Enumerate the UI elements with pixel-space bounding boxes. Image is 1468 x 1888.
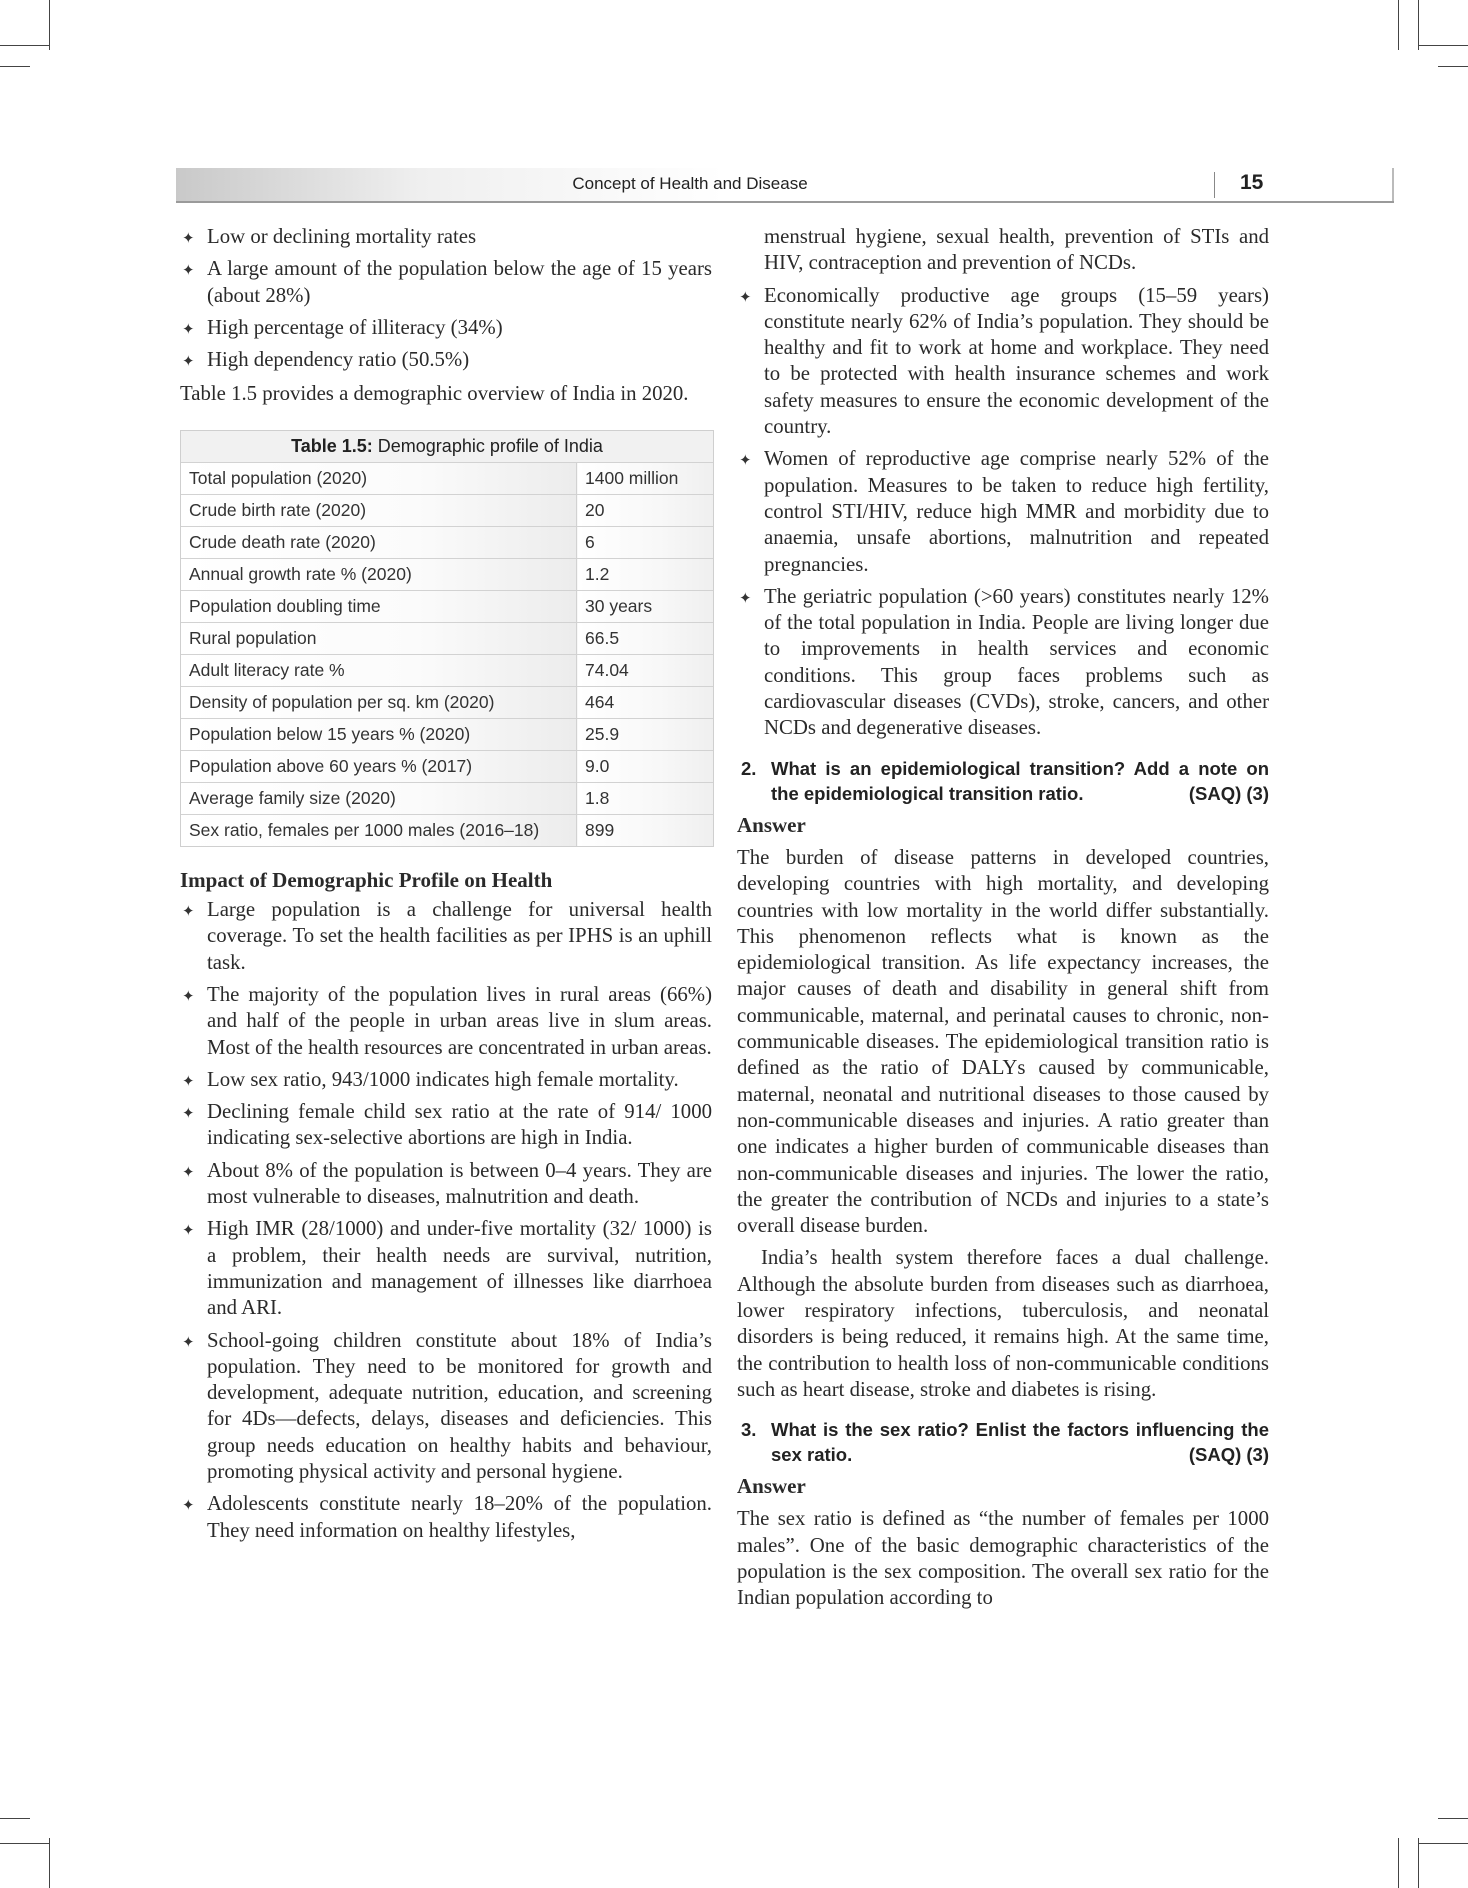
left-column: [180, 224, 712, 1550]
list-item-text: High IMR (28/1000) and under-five mortality (32/ 1000) is a problem, their health needs are survival, nutrition, immunization and management of illnesses like diarrhoea and ARI.: [207, 1217, 712, 1320]
bullet-star-icon: ✦: [182, 261, 195, 280]
list-item-text: The majority of the population lives in rural areas (66%) and half of the people in urban areas live in slum areas. Most of the health resources are concentrated in urban areas.: [207, 982, 712, 1059]
crop-mark: [1418, 0, 1419, 50]
table-cell-label: Population doubling time: [181, 590, 577, 622]
bullet-star-icon: ✦: [182, 352, 195, 371]
header-title: Concept of Health and Disease: [572, 174, 808, 193]
crop-mark: [1438, 1818, 1468, 1819]
answer-paragraph: The sex ratio is defined as “the number of females per 1000 males”. One of the basic demographic characteristics of the population is the sex composition. The overall sex ratio for the Indian population according to: [737, 1507, 1269, 1610]
answer-paragraph: The burden of disease patterns in developed countries, developing countries with high mortality, and developing countries with low mortality in the world differ substantially. This phenomenon reflects what is known as the epidemiological transition. As life expectancy increases, the major causes of death and disability in general shift from communicable, maternal, and perinatal causes to chronic, non-communicable diseases. The epidemiological transition ratio is defined as the ratio of DALYs caused by communicable, maternal, neonatal and nutritional diseases to those caused by non-communicable diseases and injuries. A ratio greater than one indicates a higher burden of communicable diseases than non-communicable diseases and injuries. The lower the ratio, the greater the contribution of NCDs and injuries to a state’s overall disease burden.: [737, 845, 1269, 1238]
right-column: [737, 224, 1269, 1612]
table-cell-value: 6: [577, 526, 714, 558]
list-item-text: High dependency ratio (50.5%): [207, 348, 470, 372]
bullet-star-icon: ✦: [182, 319, 195, 338]
table-cell-value: 74.04: [577, 654, 714, 686]
list-item-text: Women of reproductive age comprise nearly 52% of the population. Measures to be taken to reduce high fertility, control STI/HIV, reduce high MMR and morbidity due to anaemia, unsafe abortions, malnutrition and repeated pregnancies.: [764, 447, 1269, 576]
demographic-table: [180, 430, 714, 847]
table-cell-label: Crude birth rate (2020): [181, 494, 577, 526]
table-cell-value: 464: [577, 686, 714, 718]
table-caption-label: Table 1.5:: [291, 435, 373, 456]
list-item-text: Adolescents constitute nearly 18–20% of the population. They need information on healthy lifestyles,: [207, 1492, 712, 1542]
bullet-star-icon: ✦: [182, 1071, 195, 1090]
list-item-text: High percentage of illiteracy (34%): [207, 315, 503, 339]
bullet-star-icon: ✦: [182, 1221, 195, 1240]
header-divider: [1214, 172, 1215, 198]
answer-paragraph: India’s health system therefore faces a dual challenge. Although the absolute burden from diseases such as diarrhoea, lower respiratory infections, tuberculosis, and neonatal disorders is being reduced, it remains high. At the same time, the contribution to health loss of non-communicable conditions such as heart disease, stroke and diabetes is rising.: [737, 1246, 1269, 1401]
table-cell-value: 9.0: [577, 750, 714, 782]
list-item: [180, 982, 712, 1061]
table-row: [181, 558, 713, 590]
crop-mark: [49, 0, 50, 50]
table-row: [181, 494, 713, 526]
crop-mark: [49, 1838, 50, 1888]
question-text: What is an epidemiological transition? Add a note on the epidemiological transition ratio.: [771, 757, 1269, 804]
table-row: [181, 526, 713, 558]
question-text: What is the sex ratio? Enlist the factors influencing the sex ratio.: [771, 1419, 1269, 1466]
right-bullet-list: [737, 283, 1269, 742]
question-tag: (SAQ) (3): [1188, 1444, 1269, 1466]
list-item: [180, 897, 712, 976]
section-heading: Impact of Demographic Profile on Health: [180, 867, 553, 892]
table-cell-label: Adult literacy rate %: [181, 654, 577, 686]
table-cell-value: 1.2: [577, 558, 714, 590]
answer-label: Answer: [737, 812, 806, 837]
crop-mark: [1398, 0, 1399, 50]
list-item: [180, 315, 712, 341]
table-row: [181, 590, 713, 622]
list-item-text: School-going children constitute about 18% of India’s population. They need to be monitored for growth and development, adequate nutrition, education, and screening for 4Ds—defects, delays, diseases and deficiencies. This group needs education on healthy habits and behaviour, promoting physical activity and personal hygiene.: [207, 1328, 712, 1484]
question-number: 2.: [741, 757, 757, 779]
table-cell-value: 1400 million: [577, 462, 714, 494]
bullet-star-icon: ✦: [182, 1104, 195, 1123]
table-cell-value: 899: [577, 814, 714, 846]
table-cell-label: Sex ratio, females per 1000 males (2016–18): [181, 814, 577, 846]
bullet-star-icon: ✦: [739, 588, 752, 607]
bullet-star-icon: ✦: [739, 451, 752, 470]
question-2: [737, 756, 1269, 806]
list-item: [180, 1216, 712, 1321]
bullet-star-icon: ✦: [182, 986, 195, 1005]
table-cell-label: Rural population: [181, 622, 577, 654]
crop-mark: [1438, 66, 1468, 67]
table-cell-value: 25.9: [577, 718, 714, 750]
header-shade: [1392, 168, 1394, 201]
bullet-star-icon: ✦: [182, 1332, 195, 1351]
list-item: [180, 1328, 712, 1486]
table-row: [181, 750, 713, 782]
table-cell-label: Annual growth rate % (2020): [181, 558, 577, 590]
table-row: [181, 622, 713, 654]
crop-mark: [0, 1818, 30, 1819]
list-item: [737, 584, 1269, 742]
bullet-star-icon: ✦: [182, 229, 195, 247]
table-cell-value: 1.8: [577, 782, 714, 814]
list-item: [180, 224, 712, 250]
table-caption-text: Demographic profile of India: [372, 435, 603, 456]
table-intro: Table 1.5 provides a demographic overview of India in 2020.: [180, 382, 689, 406]
table-row: [181, 718, 713, 750]
table-cell-label: Total population (2020): [181, 462, 577, 494]
crop-mark: [0, 66, 30, 67]
table-caption: [181, 431, 713, 462]
table-row: [181, 462, 713, 494]
list-item: [180, 256, 712, 309]
list-item-text: About 8% of the population is between 0–4 years. They are most vulnerable to diseases, malnutrition and death.: [207, 1158, 712, 1209]
table-cell-label: Population below 15 years % (2020): [181, 718, 577, 750]
table-cell-label: Density of population per sq. km (2020): [181, 686, 577, 718]
crop-mark: [1398, 1838, 1399, 1888]
crop-mark: [0, 45, 50, 46]
list-item-text: Low sex ratio, 943/1000 indicates high female mortality.: [207, 1067, 679, 1091]
table-cell-label: Crude death rate (2020): [181, 526, 577, 558]
table-cell-value: 20: [577, 494, 714, 526]
top-bullet-list: [180, 224, 712, 373]
crop-mark: [1418, 45, 1468, 46]
bullet-star-icon: ✦: [182, 1162, 195, 1181]
crop-mark: [0, 1843, 50, 1844]
list-item: [180, 347, 712, 373]
table-row: [181, 654, 713, 686]
list-item-text: A large amount of the population below the age of 15 years (about 28%): [207, 257, 712, 307]
list-item-text: Large population is a challenge for universal health coverage. To set the health facilities as per IPHS is an uphill task.: [207, 898, 712, 974]
table-cell-label: Population above 60 years % (2017): [181, 750, 577, 782]
running-header: [176, 168, 1394, 203]
table-row: [181, 686, 713, 718]
bullet-star-icon: ✦: [182, 1496, 195, 1515]
table-cell-label: Average family size (2020): [181, 782, 577, 814]
impact-bullet-list: [180, 897, 712, 1544]
crop-mark: [1418, 1843, 1468, 1844]
list-item: [180, 1158, 712, 1211]
table-body: [181, 462, 713, 846]
table-cell-value: 66.5: [577, 622, 714, 654]
table-row: [181, 782, 713, 814]
question-3: [737, 1417, 1269, 1467]
list-item: [180, 1491, 712, 1544]
table-row: [181, 814, 713, 846]
list-item: [180, 1067, 712, 1093]
table-cell-value: 30 years: [577, 590, 714, 622]
list-item-text: Low or declining mortality rates: [207, 225, 477, 248]
bullet-star-icon: ✦: [182, 902, 195, 921]
question-tag: (SAQ) (3): [1188, 782, 1269, 804]
continuation-text: menstrual hygiene, sexual health, prevention of STIs and HIV, contraception and prevention of NCDs.: [764, 225, 1269, 275]
list-item: [180, 1099, 712, 1152]
list-item-text: Declining female child sex ratio at the rate of 914/ 1000 indicating sex-selective abortions are high in India.: [207, 1100, 712, 1150]
question-number: 3.: [741, 1419, 757, 1441]
list-item-text: Economically productive age groups (15–59 years) constitute nearly 62% of India’s population. They should be healthy and fit to work at home and workplace. They need to be protected with health insurance schemes and work safety measures to ensure the economic development of the country.: [764, 283, 1269, 439]
page-number: 15: [1240, 171, 1264, 194]
answer-label: Answer: [737, 1474, 806, 1499]
crop-mark: [1418, 1838, 1419, 1888]
bullet-star-icon: ✦: [739, 287, 752, 306]
list-item: [737, 446, 1269, 577]
list-item: [737, 283, 1269, 441]
list-item-text: The geriatric population (>60 years) constitutes nearly 12% of the total population in India. People are living longer due to improvements in health services and economic conditions. This group faces problems such as cardiovascular diseases (CVDs), stroke, cancers, and other NCDs and degenerative diseases.: [764, 584, 1269, 740]
